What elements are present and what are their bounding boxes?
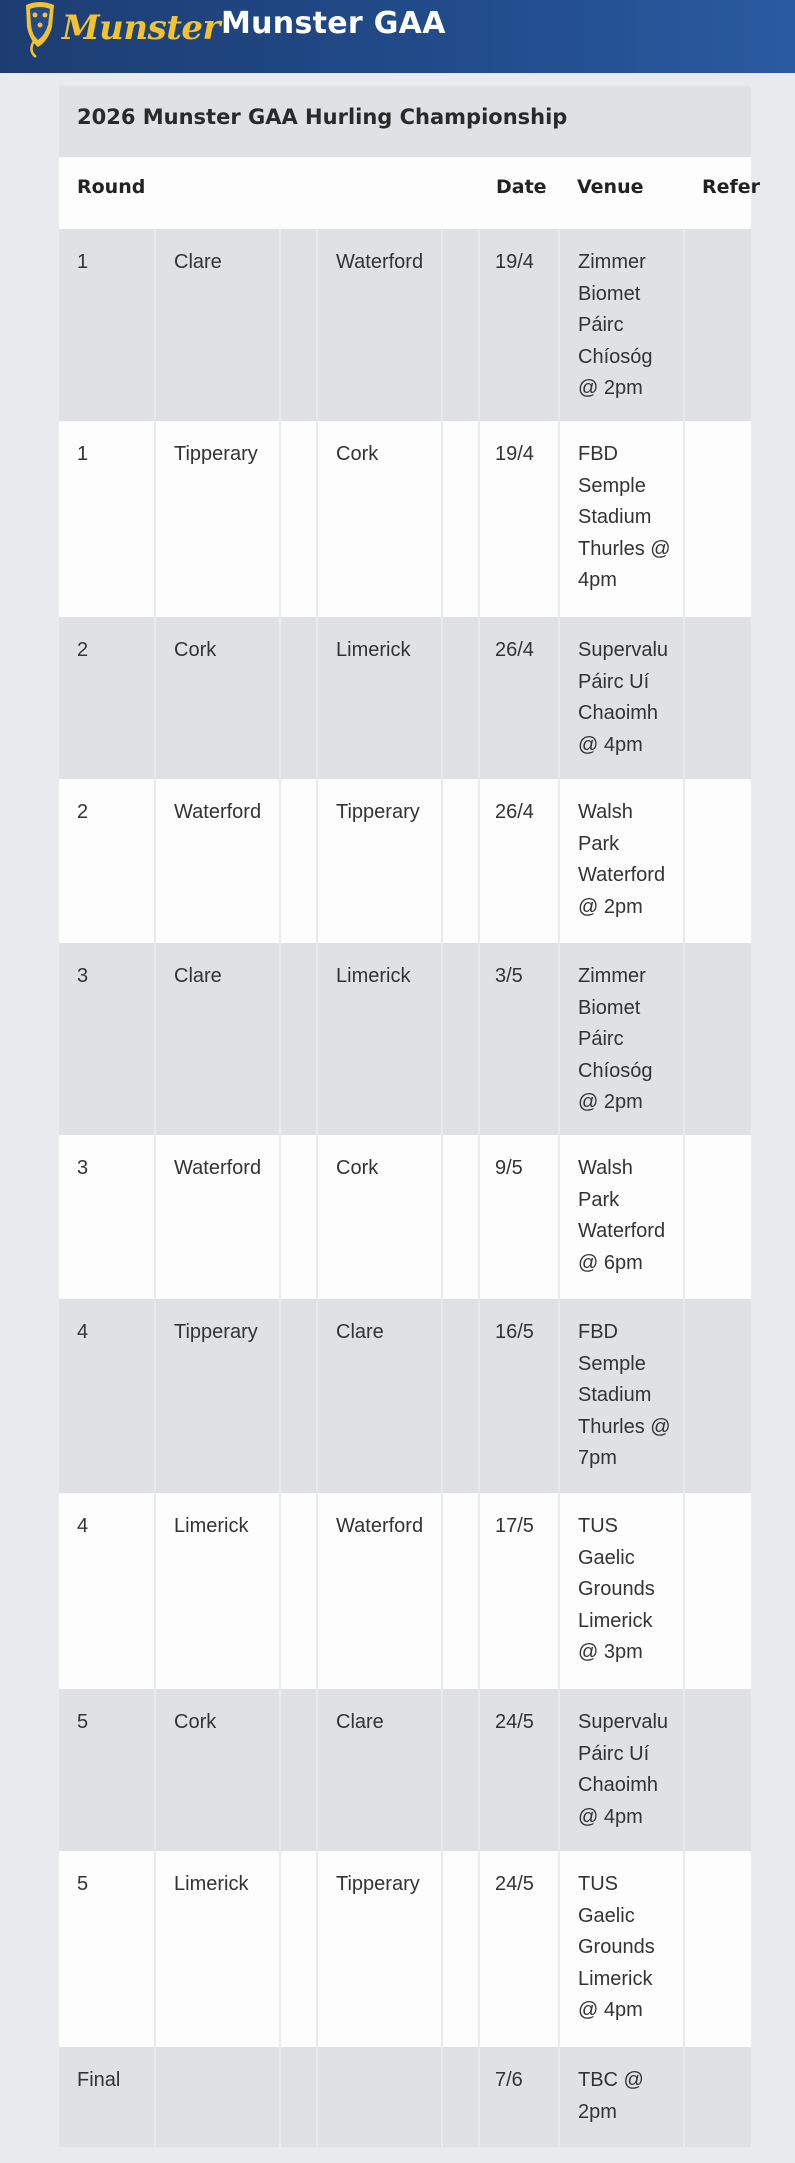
away-score-cell [443,1299,478,1493]
round-cell: 3 [59,943,154,1135]
venue-line: TUS [578,1515,618,1537]
home-score-cell [281,943,316,1135]
venue-cell [560,1851,683,2047]
venue-line: @ 6pm [578,1251,643,1274]
table-row [59,2047,751,2147]
referee-cell [685,1135,751,1299]
away-score-cell [443,421,478,617]
venue-line: 7pm [578,1447,617,1469]
home-score-cell [281,1851,316,2047]
round-cell: 1 [59,421,154,617]
home-team-cell: Limerick [156,1851,279,2047]
fixtures-table [59,86,761,2147]
away-score-cell [443,2047,478,2147]
home-score-cell [281,1493,316,1689]
away-score-cell [443,1135,478,1299]
venue-line: Stadium [578,506,652,528]
date-cell: 7/6 [480,2047,558,2147]
round-cell: 5 [59,1851,154,2047]
venue-line: Chíosóg [578,1059,653,1082]
venue-line: Zimmer [578,965,646,987]
venue-cell [560,617,683,779]
venue-line: Semple [578,1352,646,1375]
venue-line: TBC @ [578,2069,644,2091]
round-cell: 5 [59,1689,154,1851]
away-team-cell: Cork [318,1135,441,1299]
home-team-cell: Cork [156,617,279,779]
munster-logo[interactable] [20,0,220,60]
venue-line: FBD [578,1321,618,1343]
away-team-cell: Tipperary [318,779,441,943]
date-cell: 26/4 [480,779,558,943]
venue-line: Páirc [578,1028,624,1050]
home-score-cell [281,1135,316,1299]
table-row [59,617,751,779]
venue-line: @ 4pm [578,1999,643,2021]
referee-cell [685,2047,751,2147]
away-team-cell: Waterford [318,1493,441,1689]
venue-line: Stadium [578,1384,652,1406]
venue-line: Walsh [578,1157,633,1179]
venue-cell [560,1493,683,1689]
away-team-cell: Cork [318,421,441,617]
home-team-cell [156,2047,279,2147]
table-row [59,229,751,421]
venue-line: Supervalu [578,639,669,661]
venue-line: TUS [578,1873,618,1895]
table-row [59,943,751,1135]
referee-cell [685,229,751,421]
venue-line: @ 2pm [578,377,643,399]
venue-line: Páirc Uí [578,670,650,693]
venue-line: Thurles @ [578,537,671,560]
date-cell: 19/4 [480,421,558,617]
away-team-cell [318,2047,441,2147]
referee-cell [685,617,751,779]
away-team-cell: Tipperary [318,1851,441,2047]
table-header-row [59,157,761,229]
venue-line: Limerick [578,1967,653,1990]
venue-line: Biomet [578,996,641,1019]
home-score-cell [281,229,316,421]
venue-cell [560,1689,683,1851]
away-score-cell [443,1689,478,1851]
logo-text: Munster [62,8,220,48]
home-team-cell: Clare [156,943,279,1135]
venue-line: FBD [578,443,618,465]
referee-cell [685,779,751,943]
venue-line: Waterford [578,864,666,886]
venue-line: Grounds [578,1578,655,1600]
home-score-cell [281,2047,316,2147]
away-team-cell: Limerick [318,943,441,1135]
venue-line: Chíosóg [578,345,653,368]
round-cell: 1 [59,229,154,421]
venue-line: Gaelic [578,1904,635,1927]
venue-line: 2pm [578,2100,617,2123]
referee-cell [685,1493,751,1689]
date-cell: 3/5 [480,943,558,1135]
home-score-cell [281,1299,316,1493]
venue-line: Páirc Uí [578,1742,650,1765]
date-cell: 16/5 [480,1299,558,1493]
table-row [59,1851,751,2047]
round-cell: 3 [59,1135,154,1299]
home-team-cell: Limerick [156,1493,279,1689]
away-score-cell [443,229,478,421]
away-score-cell [443,1851,478,2047]
venue-cell [560,779,683,943]
venue-line: Waterford [578,1220,666,1242]
table-row [59,1493,751,1689]
away-score-cell [443,1493,478,1689]
crest-icon [20,1,60,59]
round-cell: 2 [59,617,154,779]
table-row [59,779,751,943]
venue-line: @ 2pm [578,1091,643,1113]
header-referee: Refer [702,176,761,198]
venue-line: Gaelic [578,1546,635,1569]
date-cell: 19/4 [480,229,558,421]
site-header [0,0,795,73]
venue-cell [560,1135,683,1299]
referee-cell [685,421,751,617]
venue-line: Walsh [578,801,633,823]
venue-line: Chaoimh [578,702,659,724]
venue-line: 4pm [578,569,617,591]
home-team-cell: Waterford [156,1135,279,1299]
home-score-cell [281,421,316,617]
header-round: Round [77,176,146,198]
table-row [59,1689,751,1851]
venue-cell [560,1299,683,1493]
venue-cell [560,229,683,421]
home-team-cell: Cork [156,1689,279,1851]
venue-line: @ 2pm [578,895,643,918]
referee-cell [685,1299,751,1493]
venue-line: Biomet [578,282,641,305]
date-cell: 24/5 [480,1851,558,2047]
away-score-cell [443,779,478,943]
away-team-cell: Waterford [318,229,441,421]
home-score-cell [281,1689,316,1851]
away-team-cell: Clare [318,1689,441,1851]
venue-line: Semple [578,474,646,497]
date-cell: 17/5 [480,1493,558,1689]
home-team-cell: Waterford [156,779,279,943]
venue-line: Grounds [578,1936,655,1958]
table-row [59,1299,751,1493]
round-cell: 4 [59,1493,154,1689]
venue-line: @ 3pm [578,1641,643,1663]
table-row [59,1135,751,1299]
referee-cell [685,943,751,1135]
date-cell: 24/5 [480,1689,558,1851]
venue-line: Chaoimh [578,1774,659,1796]
referee-cell [685,1689,751,1851]
venue-cell [560,421,683,617]
home-team-cell: Clare [156,229,279,421]
away-team-cell: Clare [318,1299,441,1493]
table-row [59,421,751,617]
venue-line: Supervalu [578,1711,669,1733]
round-cell: 2 [59,779,154,943]
round-cell: 4 [59,1299,154,1493]
referee-cell [685,1851,751,2047]
table-caption: 2026 Munster GAA Hurling Championship [59,86,751,157]
venue-line: Park [578,1188,620,1211]
venue-line: @ 4pm [578,733,643,756]
site-title: Munster GAA [221,6,446,41]
venue-cell [560,2047,683,2147]
venue-line: Park [578,832,620,855]
away-score-cell [443,617,478,779]
venue-line: @ 4pm [578,1805,643,1828]
date-cell: 9/5 [480,1135,558,1299]
header-date: Date [496,176,547,198]
header-venue: Venue [577,176,644,198]
home-score-cell [281,617,316,779]
home-score-cell [281,779,316,943]
home-team-cell: Tipperary [156,421,279,617]
venue-line: Zimmer [578,251,646,273]
away-score-cell [443,943,478,1135]
venue-cell [560,943,683,1135]
date-cell: 26/4 [480,617,558,779]
venue-line: Páirc [578,314,624,336]
home-team-cell: Tipperary [156,1299,279,1493]
venue-line: Thurles @ [578,1415,671,1438]
round-cell: Final [59,2047,154,2147]
away-team-cell: Limerick [318,617,441,779]
venue-line: Limerick [578,1609,653,1632]
